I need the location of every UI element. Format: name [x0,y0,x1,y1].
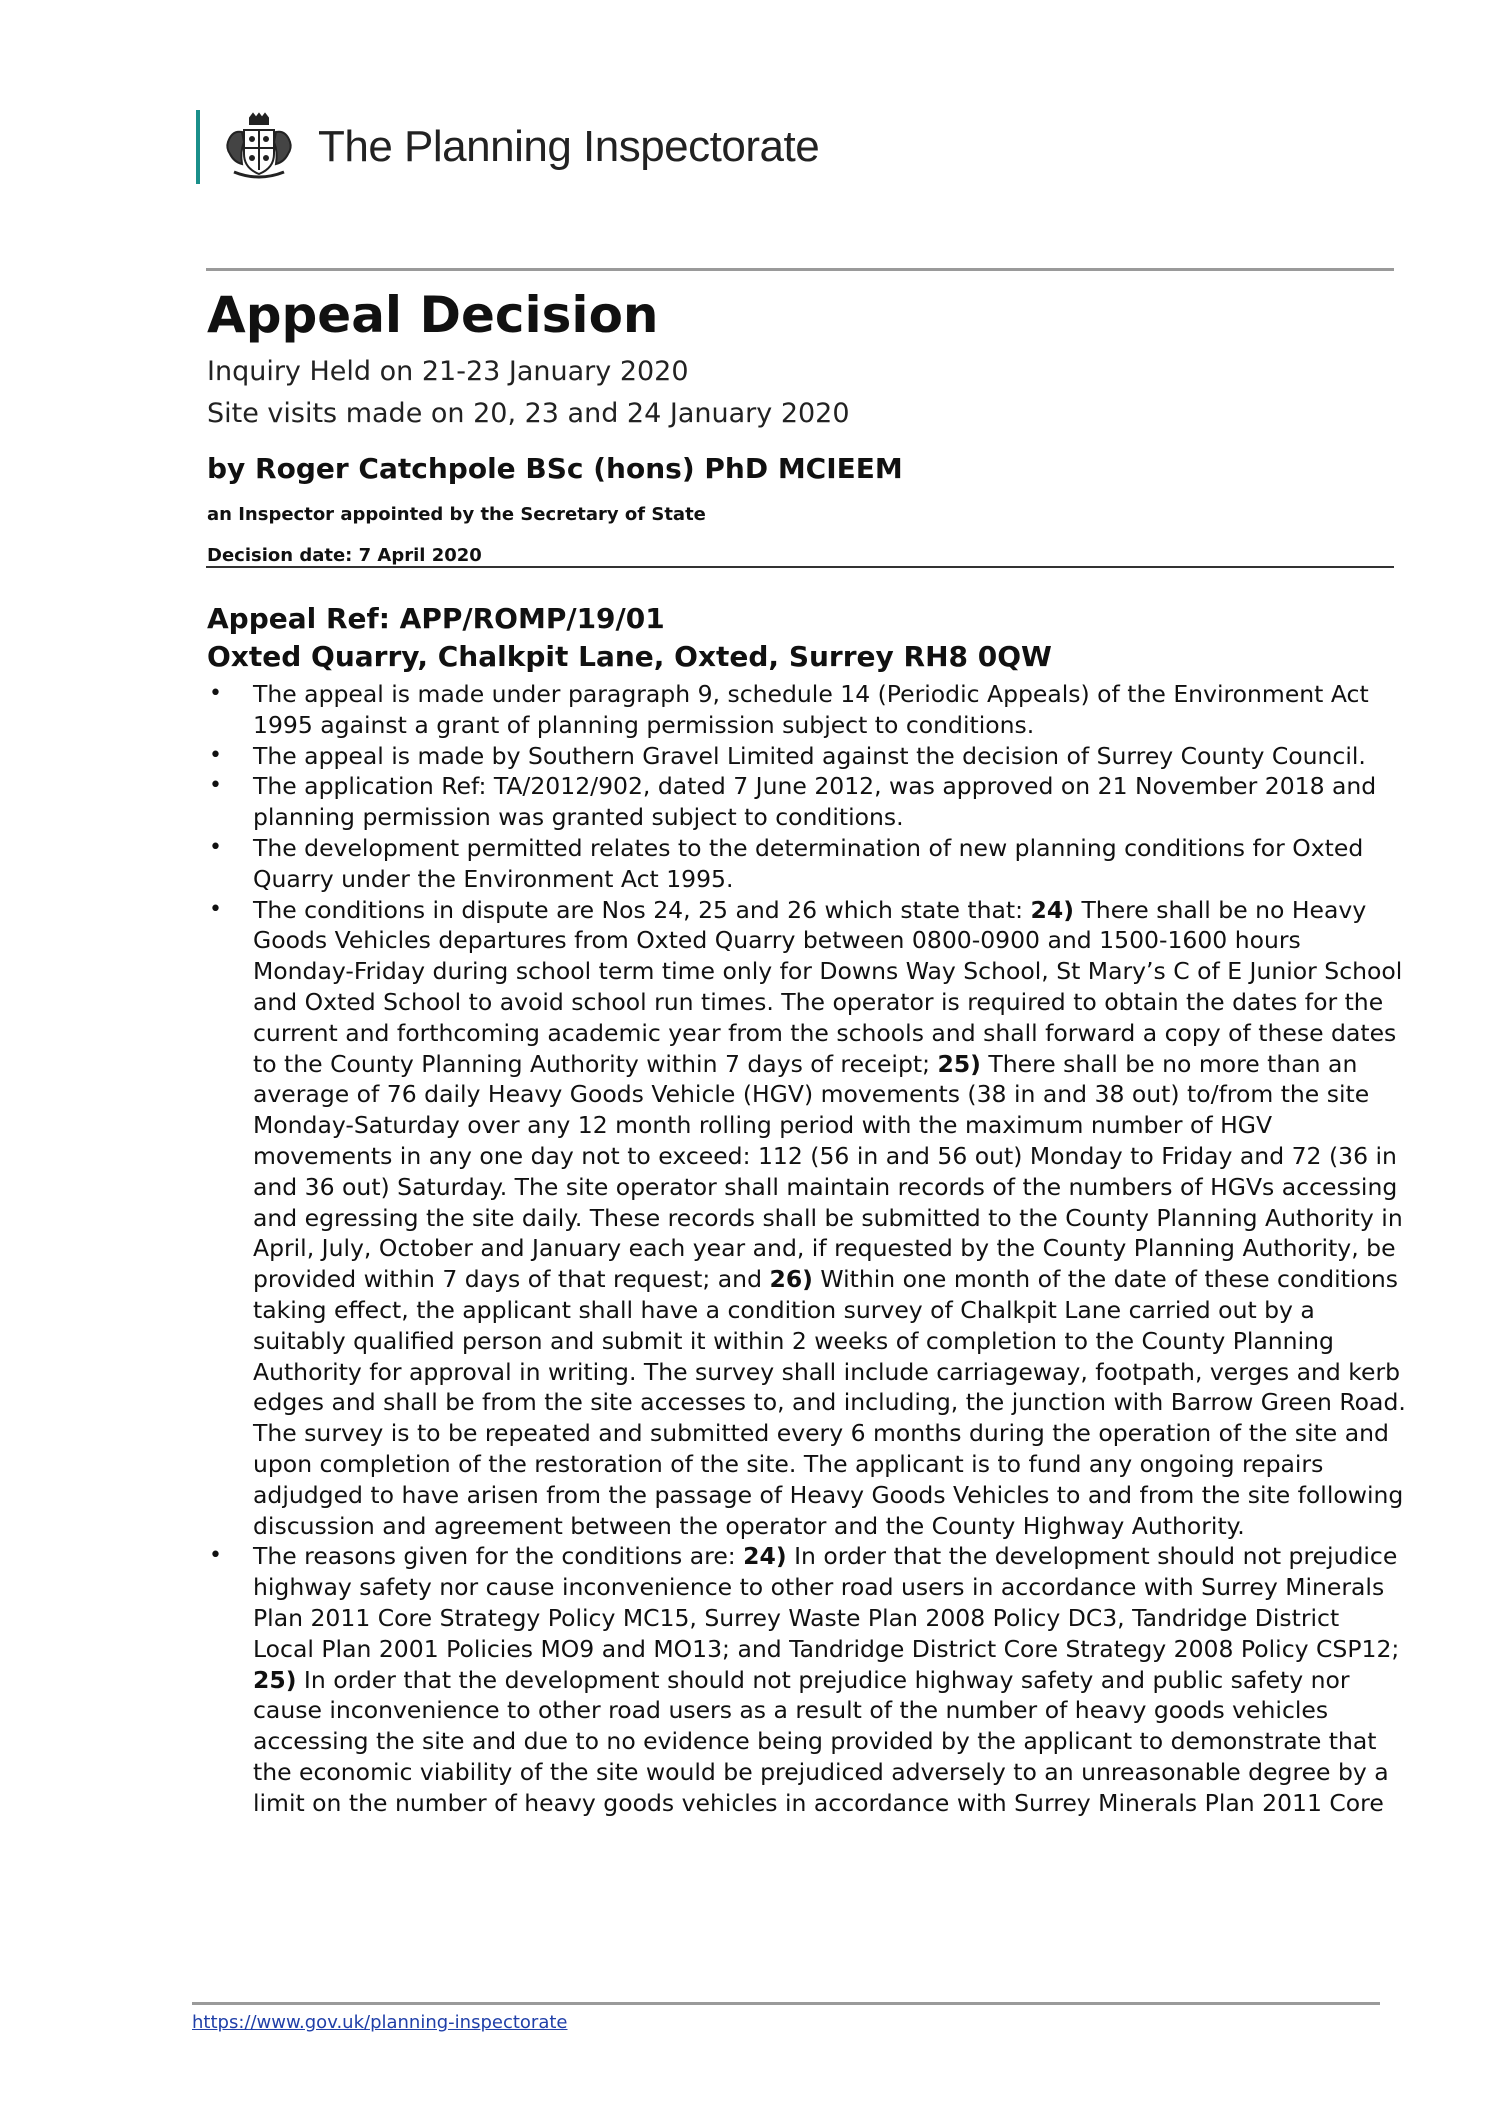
appeal-details-list [207,679,1407,1818]
list-item [207,741,1407,772]
list-item-text: Within one month of the date of these conditions taking effect, the applicant shall have a condition survey of Chalkpit Lane carried out by a suitably qualified person and submit it within 2 weeks of completion to the County Planning Authority for approval in writing. The survey shall include carriageway, footpath, verges and kerb edges and shall be from the site accesses to, and including, the junction with Barrow Green Road. The survey is to be repeated and submitted every 6 months during the operation of the site and upon completion of the restoration of the site. The applicant is to fund any ongoing repairs adjudged to have arisen from the passage of Heavy Goods Vehicles to and from the site following discussion and agreement between the operator and the County Highway Authority. [253,1265,1406,1540]
site-address: Oxted Quarry, Chalkpit Lane, Oxted, Surrey RH8 0QW [207,640,1052,673]
list-item-text: The conditions in dispute are Nos 24, 25 and 26 which state that: [253,895,1031,924]
list-item [207,1541,1407,1818]
bullet-icon: • [209,742,222,768]
logo-accent-bar [196,110,200,184]
list-item-text: The reasons given for the conditions are: [253,1542,744,1571]
decision-date: Decision date: 7 April 2020 [207,545,482,566]
inquiry-dates: Inquiry Held on 21-23 January 2020 [207,356,689,387]
condition-number: 26) [769,1265,813,1294]
list-item [207,833,1407,895]
bullet-icon: • [209,1543,222,1569]
page-title: Appeal Decision [207,286,659,344]
bullet-icon: • [209,896,222,922]
list-item [207,895,1407,1542]
top-divider [206,268,1394,271]
list-item-text: In order that the development should not prejudice highway safety nor cause inconvenience to other road users in accordance with Surrey Minerals Plan 2011 Core Strategy Policy MC15, Surrey Waste Plan 2008 Policy DC3, Tandridge District Local Plan 2001 Policies MO9 and MO13; and Tandridge District Core Strategy 2008 Policy CSP12; [253,1542,1400,1663]
bullet-icon: • [209,834,222,860]
list-item-text: There shall be no Heavy Goods Vehicles departures from Oxted Quarry between 0800-0900 and 1500-1600 hours Monday-Friday during school term time only for Downs Way School, St Mary’s C of E Junior School and Oxted School to avoid school run times. The operator is required to obtain the dates for the current and forthcoming academic year from the schools and shall forward a copy of these dates to the County Planning Authority within 7 days of receipt; [253,895,1403,1078]
footer-divider [192,2002,1380,2005]
footer-link[interactable]: https://www.gov.uk/planning-inspectorate [192,2012,568,2033]
condition-number: 25) [253,1665,297,1694]
list-item-text: The development permitted relates to the determination of new planning conditions for Oxted Quarry under the Environment Act 1995. [253,833,1364,893]
royal-crest-icon [222,112,296,182]
list-item [207,679,1407,741]
list-item-text: The appeal is made by Southern Gravel Limited against the decision of Surrey County Council. [253,741,1366,770]
inspector-name: by Roger Catchpole BSc (hons) PhD MCIEEM [207,452,903,485]
list-item-text: The appeal is made under paragraph 9, schedule 14 (Periodic Appeals) of the Environment Act 1995 against a grant of planning permission subject to conditions. [253,680,1369,739]
appointed-by: an Inspector appointed by the Secretary of State [207,504,706,525]
list-item [207,771,1407,833]
bullet-icon: • [209,773,222,799]
site-visit-dates: Site visits made on 20, 23 and 24 January 2020 [207,398,850,429]
list-item-text: There shall be no more than an average of 76 daily Heavy Goods Vehicle (HGV) movements (38 in and 38 out) to/from the site Monday-Saturday over any 12 month rolling period with the maximum number of HGV movements in any one day not to exceed: 112 (56 in and 56 out) Monday to Friday and 72 (36 in and 36 out) Saturday. The site operator shall maintain records of the numbers of HGVs accessing and egressing the site daily. These records shall be submitted to the County Planning Authority in April, July, October and January each year and, if requested by the County Planning Authority, be provided within 7 days of that request; and [253,1049,1403,1294]
bullet-icon: • [209,681,222,706]
list-item-text: The application Ref: TA/2012/902, dated 7 June 2012, was approved on 21 November 2018 and planning permission was granted subject to conditions. [253,772,1377,832]
appeal-ref: Appeal Ref: APP/ROMP/19/01 [207,602,665,635]
header-logo [196,110,819,184]
condition-number: 24) [1030,895,1074,924]
org-name: The Planning Inspectorate [318,122,820,171]
list-item-text: In order that the development should not prejudice highway safety and public safety nor cause inconvenience to other road users as a result of the number of heavy goods vehicles accessing the site and due to no evidence being provided by the applicant to demonstrate that the economic viability of the site would be prejudiced adversely to an unreasonable degree by a limit on the number of heavy goods vehicles in accordance with Surrey Minerals Plan 2011 Core [253,1665,1389,1817]
condition-number: 24) [743,1542,787,1571]
condition-number: 25) [937,1049,981,1078]
decision-divider [206,566,1394,568]
